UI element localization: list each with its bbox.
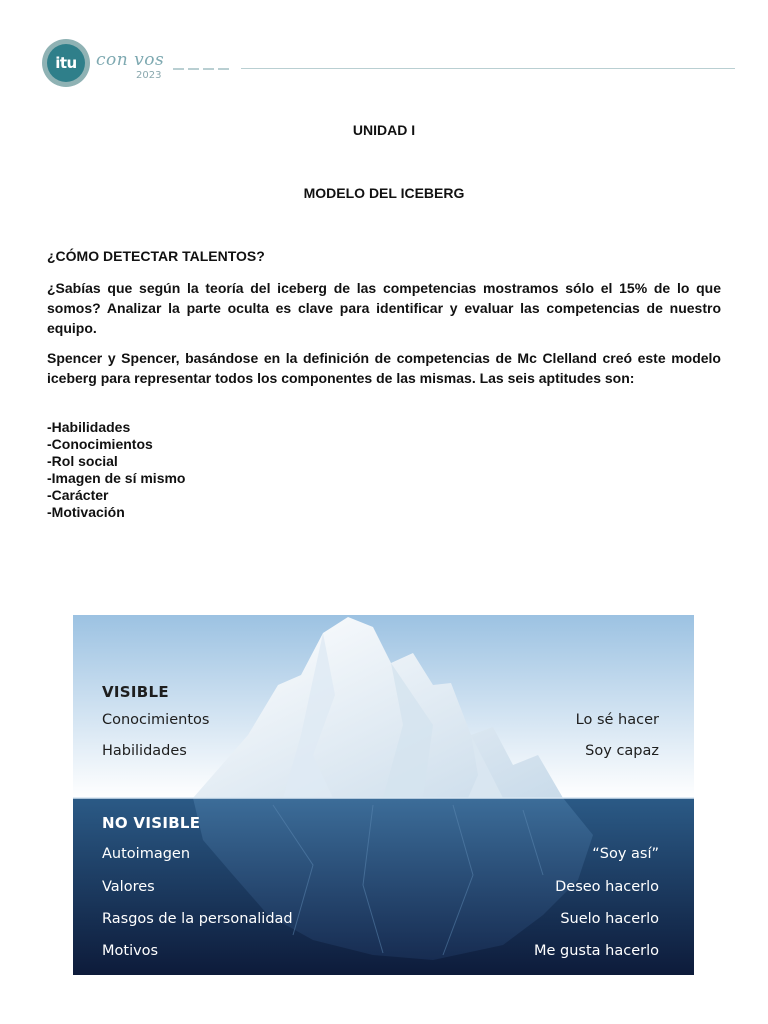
logo-mark: itu (47, 44, 85, 82)
list-item: -Motivación (47, 504, 125, 520)
list-item: -Rol social (47, 453, 118, 469)
header-dash (188, 68, 199, 70)
hidden-right-item: Suelo hacerlo (560, 911, 659, 927)
section-question: ¿CÓMO DETECTAR TALENTOS? (47, 248, 265, 264)
visible-left-item: Habilidades (102, 743, 187, 759)
hidden-left-item: Autoimagen (102, 846, 191, 862)
paragraph-intro: ¿Sabías que según la teoría del iceberg de las competencias mostramos sólo el 15% de lo que somos? Analizar la parte oculta es clave para identificar y evaluar las competencias de nuestro equipo. (47, 280, 721, 336)
hidden-right-item: Deseo hacerlo (555, 879, 659, 895)
aptitudes-list (47, 419, 185, 521)
header-dash (218, 68, 229, 70)
document-title: MODELO DEL ICEBERG (303, 185, 465, 201)
iceberg-figure (73, 615, 694, 975)
paragraph-spencer: Spencer y Spencer, basándose en la definición de competencias de Mc Clelland creó este modelo iceberg para representar todos los componentes de las mismas. Las seis aptitudes son: (47, 350, 721, 386)
hidden-left-item: Motivos (102, 943, 159, 959)
logo-icon (42, 39, 90, 87)
visible-heading: VISIBLE (102, 683, 169, 701)
visible-left-item: Conocimientos (102, 712, 210, 728)
hidden-left-item: Rasgos de la personalidad (102, 911, 293, 927)
hidden-heading: NO VISIBLE (102, 814, 201, 832)
visible-right-item: Lo sé hacer (575, 712, 659, 728)
list-item: -Habilidades (47, 419, 131, 435)
header-dash (173, 68, 184, 70)
visible-right-item: Soy capaz (585, 743, 659, 759)
list-item: -Carácter (47, 487, 109, 503)
logo-script: con vos (96, 50, 165, 70)
list-item: -Imagen de sí mismo (47, 470, 186, 486)
hidden-right-item: Me gusta hacerlo (534, 943, 659, 959)
hidden-left-item: Valores (102, 879, 155, 895)
list-item: -Conocimientos (47, 436, 153, 452)
unit-title: UNIDAD I (352, 122, 416, 138)
hidden-right-item: “Soy así” (592, 846, 659, 862)
logo-year: 2023 (136, 70, 162, 81)
header-dash (203, 68, 214, 70)
header-divider (241, 68, 735, 69)
